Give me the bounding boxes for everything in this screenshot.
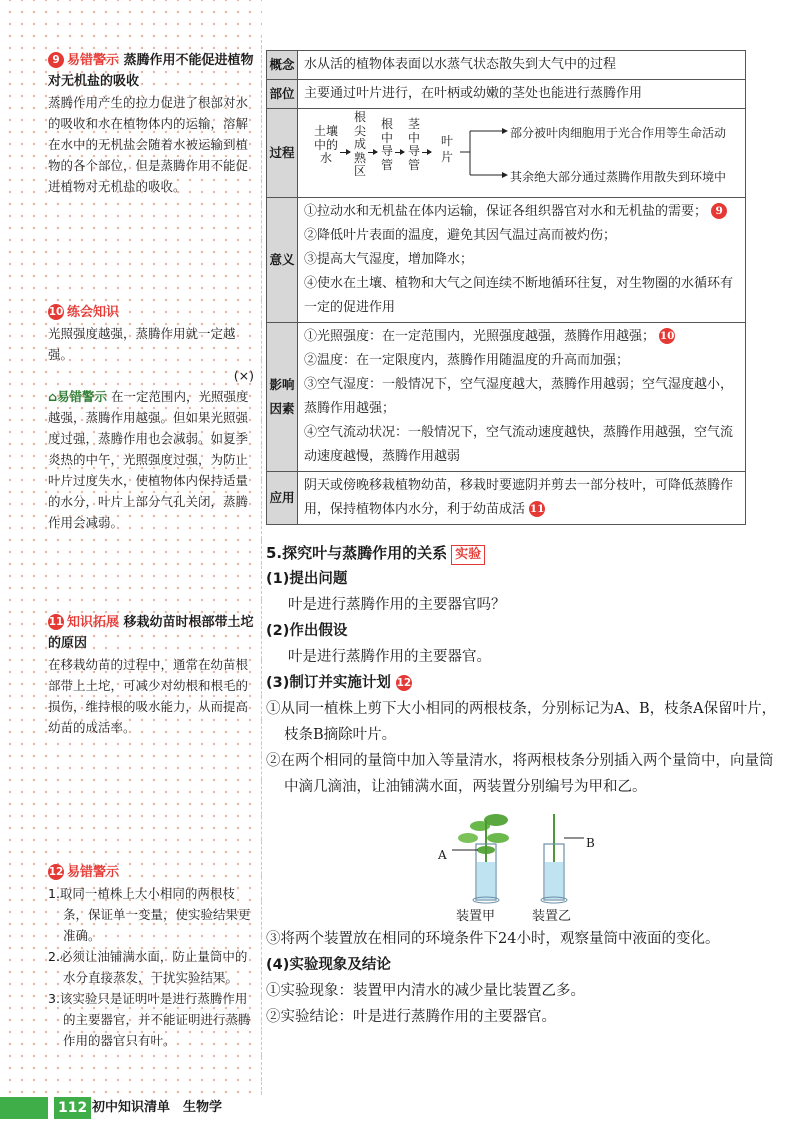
- ref-badge: 11: [529, 503, 545, 515]
- answer-row: [48, 365, 254, 386]
- caption-a: 装置甲: [456, 909, 496, 924]
- factor-item: ①光照强度：在一定范围内，光照强度越强，蒸腾作用越强；: [304, 329, 656, 344]
- hypothesis-label: (2)作出假设: [266, 623, 348, 639]
- significance-item: ③提高大气湿度，增加降水；: [304, 252, 474, 267]
- apparatus-b-drawing: [541, 814, 584, 903]
- process-soil: 土壤 中的 水: [313, 124, 338, 165]
- process-diagram: [298, 109, 746, 198]
- note-11: [48, 612, 254, 738]
- note-tag: 知识拓展: [67, 615, 120, 630]
- row-label: 意义: [267, 198, 298, 323]
- row-label: 部位: [267, 80, 298, 109]
- row-content: 主要通过叶片进行，在叶柄或幼嫩的茎处也能进行蒸腾作用: [298, 80, 746, 109]
- row-label: 概念: [267, 51, 298, 80]
- row-content: 水从活的植物体表面以水蒸气状态散失到大气中的过程: [298, 51, 746, 80]
- process-leaf: 叶 片: [440, 134, 453, 164]
- significance-item: ②降低叶片表面的温度，避免其因气温过高而被灼伤；: [304, 228, 617, 243]
- row-label: 过程: [267, 109, 298, 198]
- statement-text: 光照强度越强，蒸腾作用就一定越强。: [48, 326, 236, 362]
- note-tag: 易错警示: [67, 53, 120, 68]
- row-label: 影响因素: [267, 323, 298, 472]
- plan-step: ②在两个相同的量筒中加入等量清水，将两根枝条分别插入两个量筒中，向量筒中滴几滴油，让油铺满水面，两装置分别编号为甲和乙。: [266, 753, 774, 795]
- arrow-icon: [340, 152, 350, 153]
- row-content: [298, 472, 746, 525]
- note-title: 蒸腾作用不能促进植物对无机盐的吸收: [48, 53, 254, 89]
- page-footer: [0, 1097, 262, 1119]
- result-label: (4)实验现象及结论: [266, 957, 391, 973]
- table-row: [267, 472, 746, 525]
- warning-label: ⌂易错警示: [48, 389, 107, 404]
- label-a: A: [438, 848, 447, 862]
- arrow-icon: [368, 152, 377, 153]
- table-row: [267, 80, 746, 109]
- factor-item: ②温度：在一定限度内，蒸腾作用随温度的升高而加强；: [304, 353, 630, 368]
- experiment-figure: [266, 800, 786, 924]
- plan-step: ①从同一植株上剪下大小相同的两根枝条，分别标记为A、B，枝条A保留叶片，枝条B摘除叶片。: [266, 701, 777, 743]
- branch-arrows: [458, 121, 514, 185]
- process-branch-2: 其余绝大部分通过蒸腾作用散失到环境中: [510, 170, 727, 184]
- note-12: [48, 862, 254, 1051]
- row-content: [298, 198, 746, 323]
- cylinder-apparatus: [266, 800, 786, 920]
- note-9-head: [48, 50, 254, 92]
- process-root-vessel: 根 中 导 管: [380, 117, 393, 172]
- row-label: 应用: [267, 472, 298, 525]
- ref-badge: 10: [659, 330, 675, 342]
- note-statement: [48, 323, 254, 365]
- table-row: [267, 198, 746, 323]
- note-12-head: [48, 862, 254, 883]
- list-item: 1.取同一植株上大小相同的两根枝条，保证单一变量，使实验结果更准确。: [48, 886, 251, 943]
- note-tag: 练会知识: [67, 305, 120, 320]
- factor-item: ③空气湿度：一般情况下，空气湿度越大，蒸腾作用越弱；空气湿度越小，蒸腾作用越强；: [304, 377, 734, 416]
- note-number-badge: 9: [48, 52, 64, 68]
- note-title: 移栽幼苗时根部带土坨的原因: [48, 615, 254, 651]
- list-item: 3.该实验只是证明叶是进行蒸腾作用的主要器官，并不能证明进行蒸腾作用的器官只有叶。: [48, 991, 251, 1048]
- note-body: 在移栽幼苗的过程中，通常在幼苗根部带上土坨，可减少对幼根和根毛的损伤，维持根的吸水能力，从而提高幼苗的成活率。: [48, 657, 249, 735]
- process-stem-vessel: 茎 中 导 管: [407, 117, 420, 172]
- experiment-tag: 实验: [451, 545, 485, 565]
- ref-badge: 9: [711, 203, 727, 219]
- answer-mark: (×): [233, 368, 254, 383]
- conclusion-text: ②实验结论：叶是进行蒸腾作用的主要器官。: [266, 1009, 556, 1025]
- ref-badge: 12: [396, 677, 412, 689]
- question-text: 叶是进行蒸腾作用的主要器官吗？: [288, 597, 506, 613]
- warning-icon: ⌂: [48, 389, 57, 404]
- table-row: [267, 109, 746, 198]
- list-item: 2.必须让油铺满水面，防止量筒中的水分直接蒸发，干扰实验结果。: [48, 949, 248, 985]
- note-number-badge: 11: [48, 616, 64, 628]
- note-10-head: [48, 302, 254, 323]
- phenomenon-text: ①实验现象：装置甲内清水的减少量比装置乙多。: [266, 983, 585, 999]
- row-content: [298, 323, 746, 472]
- arrow-icon: [395, 152, 404, 153]
- plan-step: ③将两个装置放在相同的环境条件下24小时，观察量筒中液面的变化。: [266, 931, 720, 947]
- question-label: (1)提出问题: [266, 571, 348, 587]
- process-root-zone: 根 尖 成 熟 区: [353, 110, 366, 178]
- transpiration-table: [266, 50, 746, 525]
- note-9: [48, 50, 254, 197]
- note-number-badge: 12: [48, 866, 64, 878]
- hypothesis-text: 叶是进行蒸腾作用的主要器官。: [288, 649, 491, 665]
- sidebar-divider: [261, 35, 262, 1095]
- table-row: [267, 51, 746, 80]
- note-11-head: [48, 612, 254, 654]
- book-title: 初中知识清单 生物学: [92, 1100, 223, 1115]
- apparatus-a-drawing: [452, 814, 509, 903]
- note-tag: 易错警示: [67, 865, 120, 880]
- application-text: 阴天或傍晚移栽植物幼苗，移栽时要遮阴并剪去一部分枝叶，可降低蒸腾作用，保持植物体内水分，利于幼苗成活: [304, 478, 734, 517]
- significance-item: ④使水在土壤、植物和大气之间连续不断地循环往复，对生物圈的水循环有一定的促进作用: [304, 276, 734, 315]
- note-list: [48, 883, 254, 1051]
- factor-item: ④空气流动状况：一般情况下，空气流动速度越快，蒸腾作用越强，空气流动速度越慢，蒸腾作用越弱: [304, 425, 734, 464]
- warning-body: 在一定范围内，光照强度越强，蒸腾作用越强。但如果光照强度过强，蒸腾作用也会减弱。如夏季炎热的中午，光照强度过强，为防止叶片过度失水，使植物体内保持适量的水分，叶片上部分气孔关闭，蒸腾作用会减弱。: [48, 389, 249, 530]
- footer-bar: [0, 1097, 48, 1119]
- process-branch-1: 部分被叶肉细胞用于光合作用等生命活动: [510, 126, 727, 140]
- significance-item: ①拉动水和无机盐在体内运输，保证各组织器官对水和无机盐的需要；: [304, 204, 708, 219]
- note-body: 蒸腾作用产生的拉力促进了根部对水的吸收和水在植物体内的运输，溶解在水中的无机盐会随着水被运输到植物的各个部位，但是蒸腾作用不能促进植物对无机盐的吸收。: [48, 95, 249, 194]
- plan-label: (3)制订并实施计划 12: [266, 675, 412, 691]
- caption-b: 装置乙: [532, 909, 572, 924]
- label-b: B: [586, 836, 595, 850]
- section-title: 5.探究叶与蒸腾作用的关系 实验: [266, 540, 786, 566]
- experiment-section: [266, 540, 786, 1030]
- table-row: [267, 323, 746, 472]
- page-number: 112: [54, 1097, 91, 1119]
- note-10: [48, 302, 254, 533]
- note-number-badge: 10: [48, 306, 64, 318]
- arrow-icon: [422, 152, 431, 153]
